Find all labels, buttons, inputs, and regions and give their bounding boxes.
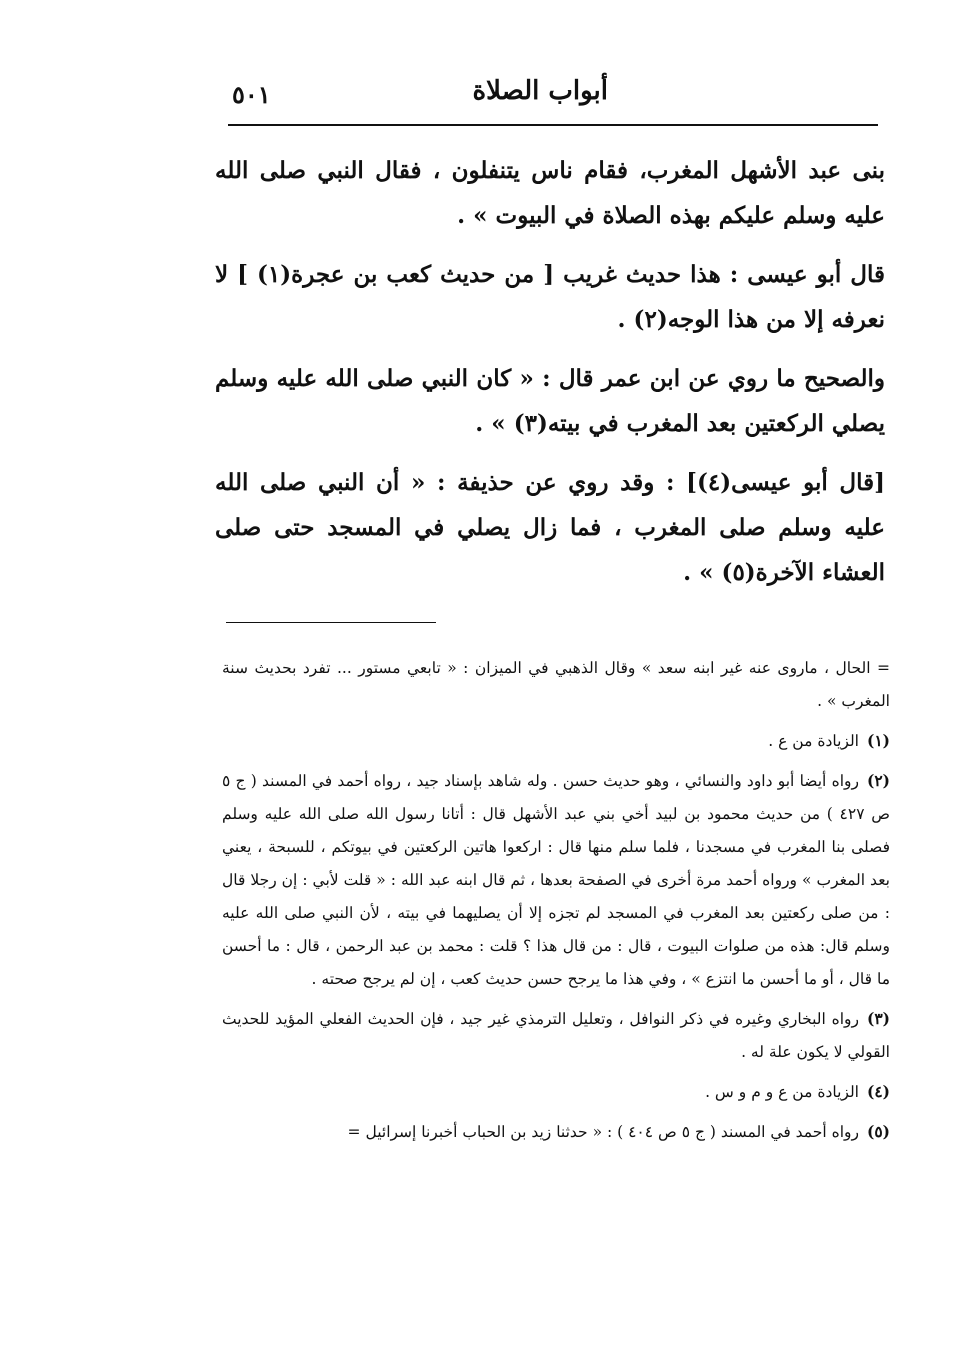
footnote-text: الزيادة من ع و م و س . <box>705 1083 859 1101</box>
footnote-number: (٥) <box>866 1122 890 1141</box>
footnote-text: رواه أحمد في المسند ( ج ٥ ص ٤٠٤ ) : « حدثنا زيد بن الحباب أخبرنا إسرائيل = <box>347 1123 859 1141</box>
footnote-separator <box>226 622 436 623</box>
page-number: ٥٠١ <box>232 80 271 109</box>
footnote-item <box>222 1002 890 1069</box>
footnote-text: رواه أيضا أبو داود والنسائي ، وهو حديث حسن . وله شاهد بإسناد جيد ، رواه أحمد في المسند ( ج ٥ ص ٤٢٧ ) من حديث محمود بن لبيد أخي بني عبد الأشهل قال : أتانا رسول الله صلى الله عليه وسلم فصلى بنا المغرب في مسجدنا ، فلما سلم منها قال : اركعوا هاتين الركعتين في بيوتكم ، للسبحة ، يعني بعد المغرب » ورواه أحمد مرة أخرى في الصفحة بعدها ، ثم قال ابنه عبد الله : « قلت لأبي : إن رجلا قال : من صلى ركعتين بعد المغرب في المسجد لم تجزه إلا أن يصليهما في بيته ، لأن النبي صلى الله عليه وسلم قال: هذه من صلوات البيوت ، قال : من قال هذا ؟ قلت : محمد بن عبد الرحمن ، قال : ما أحسن ما قال ، أو ما أحسن ما انتزع » ، وفي هذا ما يرجح حسن حديث كعب ، إن لم يرجح صحته . <box>222 772 890 988</box>
footnote-continuation: = الحال ، ماروى عنه غير ابنه سعد » وقال الذهبي في الميزان : « تابعي مستور ... تفرد بحديث سنة المغرب » . <box>222 659 890 710</box>
footnote-number: (١) <box>866 731 890 750</box>
footnote-item <box>222 1115 890 1149</box>
footnote-text: الزيادة من ع . <box>768 732 859 750</box>
footnote-number: (٢) <box>866 771 890 790</box>
paragraph: [قال أبو عيسى(٤)] : وقد روي عن حذيفة : « أن النبي صلى الله عليه وسلم صلى المغرب ، فما زال يصلي في المسجد حتى صلى العشاء الآخرة(٥) » . <box>215 469 885 586</box>
chapter-title: أبواب الصلاة <box>472 76 608 106</box>
page-header <box>228 68 878 126</box>
main-text <box>215 148 885 609</box>
paragraph: قال أبو عيسى : هذا حديث غريب [ من حديث كعب بن عجرة(١) ] لا نعرفه إلا من هذا الوجه(٢) . <box>215 261 885 333</box>
footnote-text: رواه البخاري وغيره في ذكر النوافل ، وتعليل الترمذي غير جيد ، فإن الحديث الفعلي المؤيد للحديث القولي لا يكون علة له . <box>222 1010 890 1061</box>
footnote-item <box>222 1075 890 1109</box>
paragraph: بنى عبد الأشهل المغرب، فقام ناس يتنفلون ، فقال النبي صلى الله عليه وسلم عليكم بهذه الصلاة في البيوت » . <box>215 157 885 229</box>
footnotes <box>222 652 890 1155</box>
footnote-item <box>222 724 890 758</box>
paragraph: والصحيح ما روي عن ابن عمر قال : « كان النبي صلى الله عليه وسلم يصلي الركعتين بعد المغرب في بيته(٣) » . <box>215 365 885 437</box>
footnote-number: (٤) <box>866 1082 890 1101</box>
footnote-number: (٣) <box>866 1009 890 1028</box>
footnote-item <box>222 764 890 996</box>
